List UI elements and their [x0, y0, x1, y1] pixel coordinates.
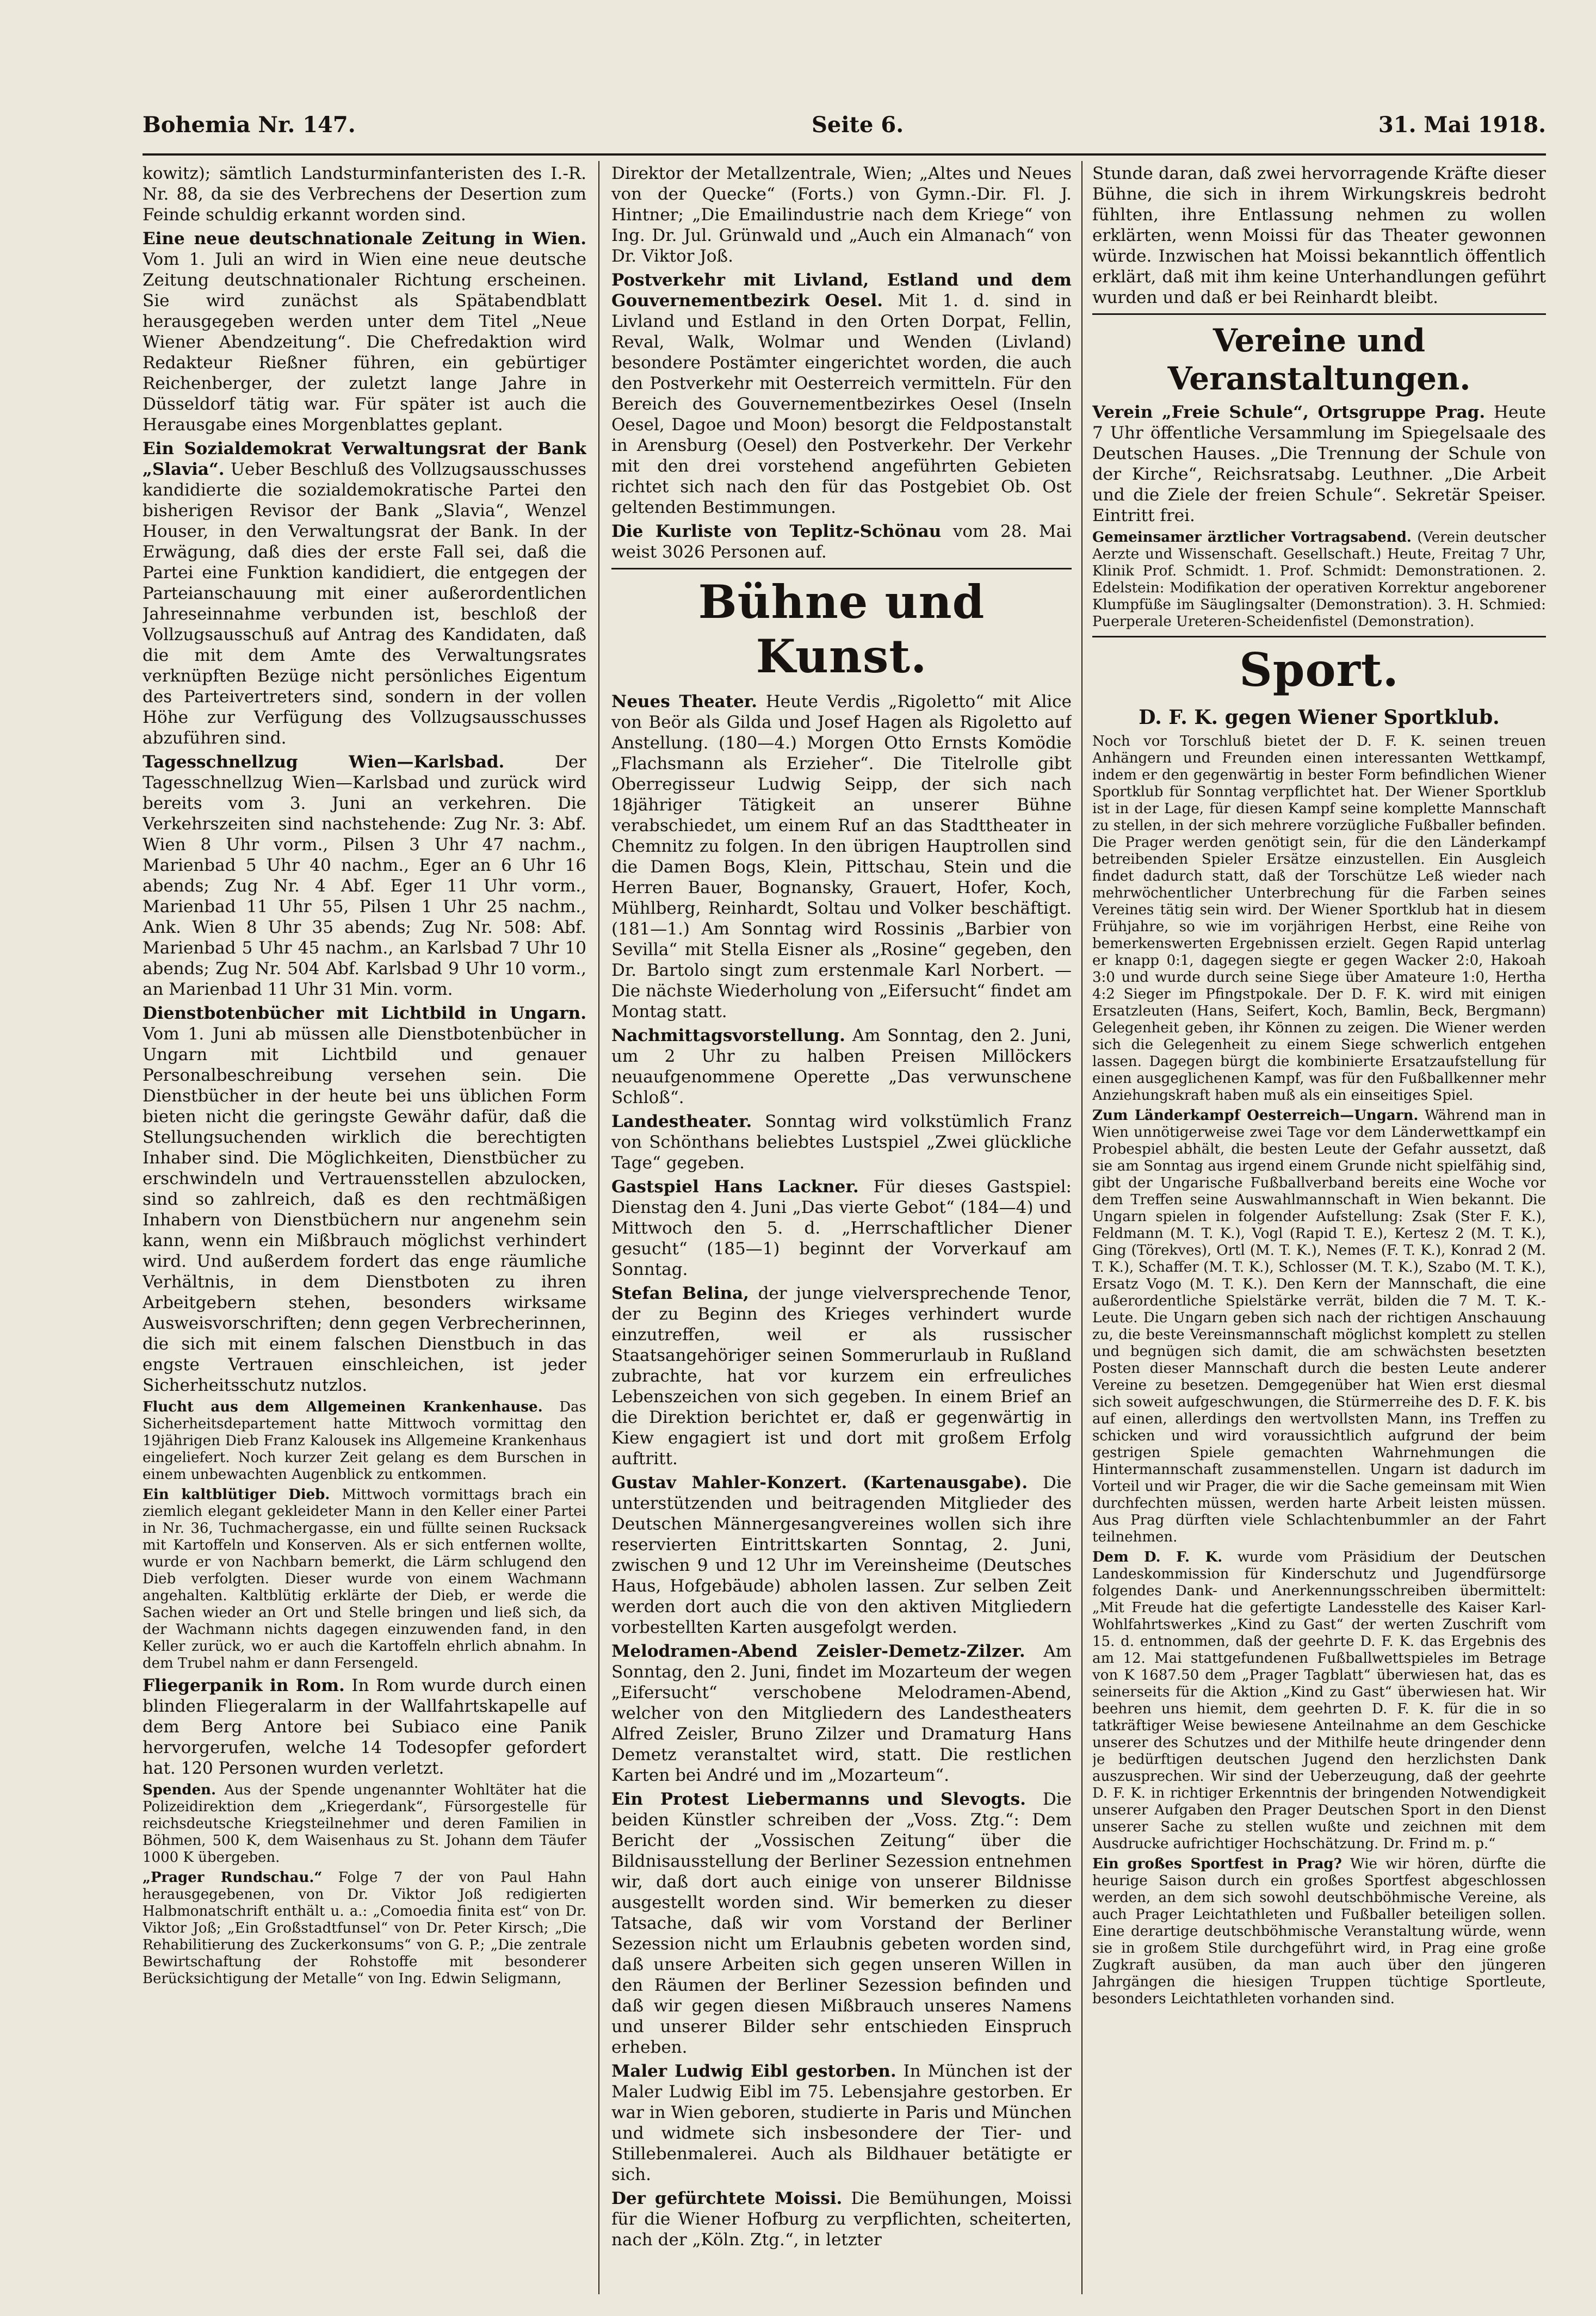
article-headline: Gastspiel Hans Lackner.: [611, 1177, 859, 1197]
article-body: In Rom wurde durch einen blinden Fliegeralarm in der Wallfahrtskapelle auf dem Berg Antore bei Subiaco eine Panik hervorgerufen, welche 14 Todesopfer gefordert hat. 120 Personen wurden verletzt.: [143, 1676, 586, 1778]
article-body: wurde vom Präsidium der Deutschen Landeskommission für Kinderschutz und Jugendfürsorge folgendes Dank- und Anerkennungsschreiben übermittelt: „Mit Freude hat die gefertigte Landesstelle des Kaiser Karl-Wohlfahrtswerkes „Kind zu Gast“ der werten Zuschrift vom 15. d. entnommen, daß der geehrte D. F. K. das Ergebnis des am 12. Mai stattgefundenen Fußballwettspieles im Betrage von K 1687.50 dem „Prager Tagblatt“ überwiesen hat, das es seinerseits für die Aktion „Kind zu Gast“ überwiesen hat. Wir beehren uns hiemit, dem geehrten D. F. K. für die in so tatkräftiger Weise bewiesene Anteilnahme an dem Geschicke unserer des Schutzes und der Mithilfe heute dringender denn je bedürftigen deutschen Jugend den herzlichsten Dank auszusprechen. Wir sind der Ueberzeugung, daß der geehrte D. F. K. in richtiger Erkenntnis der bringenden Notwendigkeit unserer Aufgaben den Prager Deutschen Sport in den Dienst unserer Sache zu stellen wußte und zeichnen mit dem Ausdrucke aufrichtiger Hochschätzung. Dr. Frind m. p.“: [1092, 1549, 1546, 1852]
section-rule: [1092, 636, 1546, 637]
article-body: Folge 7 der von Paul Hahn herausgegebenen, von Dr. Viktor Joß redigierten Halbmonatschrift enthält u. a.: „Comoedia finita est“ von Dr. Viktor Joß; „Ein Großstadtfunsel“ von Dr. Peter Kirsch; „Die Rehabilitierung des Zuckerkonsums“ von G. P.; „Die zentrale Bewirtschaftung der Rohstoffe mit besonderer Berücksichtigung der Metalle“ von Ing. Edwin Seligmann,: [143, 1869, 586, 1987]
article-headline: Ein Protest Liebermanns und Slevogts.: [611, 1789, 1026, 1809]
article-body: Mittwoch vormittags brach ein ziemlich elegant gekleideter Mann in den Keller einer Partei in Nr. 36, Tuchmachergasse, ein und füllte seinen Rucksack mit Kartoffeln und Konserven. Als er sich entfernen wollte, wurde er von Nachbarn bemerkt, die Lärm schlugend den Dieb verfolgten. Dieser wurde von einem Wachmann angehalten. Kaltblütig erklärte der Dieb, er werde die Sachen wieder an Ort und Stelle bringen und ließ sich, da der Wachmann nichts dagegen einzuwenden fand, in den Keller zurück, wo er auch die Kartoffeln ehrlich abnahm. In dem Trubel nahm er dann Fersengeld.: [143, 1487, 586, 1671]
article: [143, 1003, 586, 1396]
article-body: Sonntag wird volkstümlich Franz von Schönthans beliebtes Lustspiel „Zwei glückliche Tage“ gegeben.: [611, 1112, 1072, 1173]
column-3-sport-articles: [1092, 733, 1546, 2008]
article-body: Für dieses Gastspiel: Dienstag den 4. Juni „Das vierte Gebot“ (184—4) und Mittwoch den 5. d. „Herrschaftlicher Diener gesucht“ (185—1) beginnt der Vorverkauf am Sonntag.: [611, 1177, 1072, 1279]
article-headline: Postverkehr mit Livland, Estland und dem Gouvernementbezirk Oesel.: [611, 270, 1072, 311]
article-headline: Stefan Belina,: [611, 1284, 749, 1303]
column-divider: [1081, 161, 1082, 2294]
issue-date: 31. Mai 1918.: [1378, 112, 1546, 138]
article-headline: Fliegerpanik in Rom.: [143, 1676, 345, 1695]
article-body: Heute Verdis „Rigoletto“ mit Alice von Beör als Gilda und Josef Hagen als Rigoletto auf Anstellung. (180—4.) Morgen Otto Ernsts Komödie „Flachsmann als Erzieher“. Die Titelrolle gibt Oberregisseur Ludwig Seipp, der sich nach 18jähriger Tätigkeit an unserer Bühne verabschiedet, um einem Ruf an das Stadttheater in Chemnitz zu folgen. In den übrigen Hauptrollen sind die Damen Bogs, Klein, Pittschau, Stein und die Herren Bauer, Bognansky, Grauert, Hofer, Koch, Mühlberg, Reinhardt, Soltau und Volker beschäftigt. (181—1.) Am Sonntag wird Rossinis „Barbier von Sevilla“ mit Stella Eisner als „Rosine“ gegeben, den Dr. Bartolo singt zum erstenmale Karl Norbert. — Die nächste Wiederholung von „Eifersucht“ findet am Montag statt.: [611, 692, 1072, 1021]
column-1-articles: [143, 163, 586, 1987]
article-headline: Nachmittagsvorstellung.: [611, 1026, 845, 1045]
article-headline: Dienstbotenbücher mit Lichtbild in Ungarn.: [143, 1004, 586, 1023]
article: [1092, 402, 1546, 526]
article: [611, 691, 1072, 1022]
article: [611, 1025, 1072, 1108]
article: [611, 2061, 1072, 2185]
article-body: Direktor der Metallzentrale, Wien; „Altes und Neues von der Quecke“ (Forts.) von Gymn.-Dir. Fl. J. Hintner; „Die Emailindustrie nach dem Kriege“ von Ing. Dr. Jul. Grünwald und „Auch ein Almanach“ von Dr. Viktor Joß.: [611, 164, 1072, 266]
article-headline: Dem D. F. K.: [1092, 1549, 1223, 1565]
column-3-continuation: [1092, 163, 1546, 308]
article-headline: Tagesschnellzug Wien—Karlsbad.: [143, 752, 505, 772]
article-headline: Die Kurliste von Teplitz-Schönau: [611, 522, 942, 541]
article-body: Vom 1. Juli an wird in Wien eine neue deutsche Zeitung deutschnationaler Richtung erscheinen. Sie wird zunächst als Spätabendblatt herausgegeben werden unter dem Titel „Neue Wiener Abendzeitung“. Die Chefredaktion wird Redakteur Rießner führen, ein gebürtiger Reichenberger, der zuletzt lange Jahre in Düsseldorf tätig war. Für später ist auch die Herausgabe eines Morgenblattes geplant.: [143, 250, 586, 435]
article: [611, 270, 1072, 518]
article-body: der junge vielversprechende Tenor, der zu Beginn des Krieges verhindert wurde einzutreffen, weil er als russischer Staatsangehöriger seinen Sommerurlaub in Rußland zubrachte, hat vor kurzem ein erfreuliches Lebenszeichen von sich gegeben. In einem Brief an die Direktion berichtet er, daß er gegenwärtig in Kiew engagiert ist und dort mit großem Erfolg auftritt.: [611, 1284, 1072, 1469]
article-body: Das Sicherheitsdepartement hatte Mittwoch vormittag den 19jährigen Dieb Franz Kalousek ins Allgemeine Krankenhaus eingeliefert. Noch kurzer Zeit gelang es dem Burschen in einem unbewachten Augenblick zu entkommen.: [143, 1399, 586, 1483]
article: [1092, 733, 1546, 1104]
article: [1092, 163, 1546, 308]
article: [611, 1641, 1072, 1786]
column-1: [143, 163, 586, 2294]
article-headline: „Prager Rundschau.“: [143, 1869, 323, 1886]
article: [611, 1283, 1072, 1469]
article-body: Stunde daran, daß zwei hervorragende Kräfte dieser Bühne, die sich in ihrem Wirkungskreis bedroht fühlten, ihre Entlassung nehmen zu wollen erklärten, wenn Moissi für das Theater gewonnen würde. Inzwischen hat Moissi bekanntlich öffentlich erklärt, daß mit ihm keine Unterhandlungen geführt wurden und daß er bei Reinhardt bleibt.: [1092, 164, 1546, 307]
article-headline: Zum Länderkampf Oesterreich—Ungarn.: [1092, 1107, 1419, 1124]
article: [1092, 1856, 1546, 2008]
page-header: [143, 112, 1546, 150]
article-headline: Spenden.: [143, 1782, 216, 1798]
article: [611, 1176, 1072, 1280]
article: [611, 2188, 1072, 2250]
article-body: (Verein deutscher Aerzte und Wissenschaft. Gesellschaft.) Heute, Freitag 7 Uhr, Klinik Prof. Schmidt. 1. Prof. Schmidt: Demonstrationen. 2. Edelstein: Modifikation der operativen Korrektur angeborener Klumpfüße im Säuglingsalter (Demonstration). 3. H. Schmied: Puerperale Ureteren-Scheidenfistel (Demonstration).: [1092, 529, 1546, 630]
article-headline: Neues Theater.: [611, 692, 758, 711]
page-number: Seite 6.: [812, 112, 904, 138]
column-2-articles: [611, 691, 1072, 2250]
article: [1092, 529, 1546, 630]
section-banner-sport: Sport.: [1239, 643, 1399, 697]
article-body: Am Sonntag, den 2. Juni, findet im Mozarteum der wegen „Eifersucht“ verschobene Melodramen-Abend, welcher von den Mitgliedern des Landestheaters Alfred Zeisler, Bruno Zilzer und Dramaturg Hans Demetz veranstaltet wird, statt. Die restlichen Karten bei André und im „Mozarteum“.: [611, 1642, 1072, 1785]
article-body: Während man in Wien unnötigerweise zwei Tage vor dem Länderwettkampf ein Probespiel abhält, die besten Leute der Gefahr aussetzt, daß sie am Sonntag aus irgend einem Grunde nicht spielfähig sind, gibt der Ungarische Fußballverband bereits eine Woche vor dem Treffen seine Auswahlmannschaft in Wien bekannt. Die Ungarn spielen in folgender Aufstellung: Zsak (Ster F. K.), Feldmann (M. T. K.), Vogl (Rapid T. E.), Kertesz 2 (M. T. K.), Ging (Törekves), Ortl (M. T. K.), Nemes (F. T. K.), Konrad 2 (M. T. K.), Schaffer (M. T. K.), Schlosser (M. T. K.), Szabo (M. T. K.), Ersatz Vogo (M. T. K.). Den Kern der Mannschaft, die eine außerordentliche Spielstärke verrät, bilden die 7 M. T. K.-Leute. Die Ungarn geben sich nach der richtigen Anschauung zu, die beste Vereinsmannschaft möglichst komplett zu stellen und begnügen sich damit, die am schwächsten besetzten Posten dieser Mannschaft durch die besten Leute anderer Vereine zu besetzen. Demgegenüber hat Wien erst diesmal sich soweit aufgeschwungen, die Stürmerreihe des D. F. K. bis auf einen, allerdings den wertvollsten Mann, ins Treffen zu schicken und wird voraussichtlich aufgrund der beim gestrigen Spiele gemachten Wahrnehmungen die Hintermannschaft zusammenstellen. Ungarn ist dadurch im Vorteil und wir Prager, die wir die Sache gemeinsam mit Wien durchfechten müssen, werden harte Arbeit leisten müssen. Aus Prag dürften viele Schlachtenbummler an der Fahrt teilnehmen.: [1092, 1107, 1546, 1545]
article-body: Noch vor Torschluß bietet der D. F. K. seinen treuen Anhängern und Freunden einen interessanten Wettkampf, indem er den gegenwärtig in bester Form befindlichen Wiener Sportklub für Sonntag verpflichtet hat. Der Wiener Sportklub ist in der Lage, für diesen Kampf seine komplette Mannschaft zu stellen, in der sich mehrere vorzügliche Fußballer befinden. Die Prager werden genötigt sein, für die den Länderkampf betreibenden Spieler Ersätze einzustellen. Ein Ausgleich findet dadurch statt, daß der Torschütze Leß wieder nach mehrwöchentlicher Unterbrechung für die Farben seines Vereines tätig sein wird. Der Wiener Sportklub hat in diesem Frühjahre, so wie im vorjährigen Herbst, eine Reihe von bemerkenswerten Ergebnissen erzielt. Gegen Rapid unterlag er knapp 0:1, dagegen siegte er gegen Wacker 2:0, Hakoah 3:0 und wurde durch seine Siege über Amateure 1:0, Hertha 4:2 Sieger im Pfingstpokale. Der D. F. K. wird mit einigen Ersatzleuten (Hans, Seifert, Koch, Bamlin, Beck, Bergmann) Gelegenheit geben, ihr Können zu zeigen. Die Wiener werden sich die Gelegenheit zu einem Siege schwerlich entgehen lassen. Dagegen bürgt die kombinierte Ersatzaufstellung für einen ausgeglichenen Kampf, was für den Fußballkenner mehr Anziehungskraft haben muß als ein einseitiges Spiel.: [1092, 733, 1546, 1104]
article: [1092, 1549, 1546, 1853]
article-body: Der Tagesschnellzug Wien—Karlsbad und zurück wird bereits vom 3. Juni an verkehren. Die Verkehrszeiten sind nachstehende: Zug Nr. 3: Abf. Wien 8 Uhr vorm., Pilsen 3 Uhr 47 nachm., Marienbad 5 Uhr 40 nachm., Eger an 6 Uhr 16 abends; Zug Nr. 4 Abf. Eger 11 Uhr vorm., Marienbad 11 Uhr 55, Pilsen 1 Uhr 25 nachm., Ank. Wien 8 Uhr 35 abends; Zug Nr. 508: Abf. Marienbad 5 Uhr 45 nachm., an Karlsbad 7 Uhr 10 abends; Zug Nr. 504 Abf. Karlsbad 9 Uhr 10 vorm., an Marienbad 11 Uhr 31 Min. vorm.: [143, 752, 586, 999]
article: [611, 521, 1072, 562]
article: [611, 1111, 1072, 1173]
column-3-vereine-articles: [1092, 402, 1546, 630]
section-banner-vereine: Vereine und Veranstaltungen.: [1167, 322, 1471, 397]
column-2-notices: [611, 163, 1072, 562]
article-body: Die Bemühungen, Moissi für die Wiener Hofburg zu verpflichten, scheiterten, nach der „Köln. Ztg.“, in letzter: [611, 2189, 1072, 2250]
article-body: Mit 1. d. sind in Livland und Estland in den Orten Dorpat, Fellin, Reval, Walk, Wolmar und Wenden (Livland) besondere Postämter eingerichtet worden, die auch den Postverkehr mit Oesterreich vermitteln. Für den Bereich des Gouvernementbezirkes Oesel (Inseln Oesel, Dagoe und Moon) besorgt die Feldpostanstalt in Arensburg (Oesel) den Postverkehr. Der Verkehr mit den drei vorstehend angeführten Gebieten richtet sich nach den für das Postgebiet Ob. Ost geltenden Bestimmungen.: [611, 291, 1072, 517]
article-body: Vom 1. Juni ab müssen alle Dienstbotenbücher in Ungarn mit Lichtbild und genauer Personalbeschreibung versehen sein. Die Dienstbücher in der heute bei uns üblichen Form bieten nicht die geringste Gewähr dafür, daß die Stellungsuchenden wirklich die berechtigten Inhaber sind. Die Möglichkeiten, Dienstbücher zu erschwindeln und Vertrauensstellen abzulocken, sind so zahlreich, daß es den rechtmäßigen Inhabern von Dienstbüchern nur angenehm sein kann, wenn ein Mißbrauch möglichst verhindert wird. Und außerdem fordert das enge räumliche Verhältnis, in dem Dienstboten zu ihren Arbeitgebern stehen, besonders wirksame Ausweisvorschriften; denn gegen Verbrecherinnen, die sich mit einem falschen Dienstbuch in das engste Vertrauen einschleichen, ist jeder Sicherheitsschutz nutzlos.: [143, 1024, 586, 1395]
article: [1092, 1107, 1546, 1546]
article-body: kowitz); sämtlich Landsturminfanteristen des I.-R. Nr. 88, da sie des Verbrechens der Desertion zum Feinde schuldig erkannt worden sind.: [143, 164, 586, 225]
article-body: Ueber Beschluß des Vollzugsausschusses kandidierte die sozialdemokratische Partei den bisherigen Revisor der Bank „Slavia“, Wenzel Houser, in den Verwaltungsrat der Bank. In der Erwägung, daß dies der erste Fall sei, daß die Partei eine Funktion kandidiert, die entgegen der Parteianschauung mit einer außerordentlichen Jahreseinnahme verbunden ist, beschloß der Vollzugsausschuß auf Antrag des Kandidaten, daß die mit dem Amte des Verwaltungsrates verknüpften Bezüge nicht persönliches Eigentum des Parteivertreters sind, sondern in der vollen Höhe zur Verfügung des Vollzugsausschusses abzuführen sind.: [143, 460, 586, 748]
article-headline: Flucht aus dem Allgemeinen Krankenhause.: [143, 1399, 543, 1415]
section-banner-buehne-und-kunst: Bühne und Kunst.: [698, 575, 985, 683]
article: [143, 228, 586, 435]
column-3: [1092, 163, 1546, 2294]
article-body: Aus der Spende ungenannter Wohltäter hat die Polizeidirektion dem „Kriegerdank“, Fürsorgestelle für reichsdeutsche Kriegsteilnehmer und deren Familien in Böhmen, 500 K, dem Waisenhaus zu St. Johann dem Täufer 1000 K übergeben.: [143, 1782, 586, 1866]
article-body: Die beiden Künstler schreiben der „Voss. Ztg.“: Dem Bericht der „Vossischen Zeitung“ über die Bildnisausstellung der Berliner Sezession entnehmen wir, daß dort auch einige von unserer Bildnisse ausgestellt worden sind. Wir bemerken zu dieser Tatsache, daß wir vom Vorstand der Berliner Sezession nicht um Erlaubnis gebeten worden sind, daß unsere Arbeiten sich gegen unseren Willen in den Räumen der Berliner Sezession befinden und daß wir gegen diesen Mißbrauch unseres Namens und unserer Bilder sehr entschieden Einspruch erheben.: [611, 1789, 1072, 2057]
article-body: Die unterstützenden und beitragenden Mitglieder des Deutschen Männergesangvereines wollen sich ihre reservierten Eintrittskarten Sonntag, 2. Juni, zwischen 9 und 12 Uhr im Vereinsheime (Deutsches Haus, Hofgebäude) abholen lassen. Zur selben Zeit werden dort auch die von den aktiven Mitgliedern vorbestellten Karten ausgefolgt werden.: [611, 1473, 1072, 1637]
article-headline: Gemeinsamer ärztlicher Vortragsabend.: [1092, 529, 1412, 546]
article: [143, 1487, 586, 1672]
article: [143, 752, 586, 1000]
article-body: Wie wir hören, dürfte die heurige Saison durch ein großes Sportfest abgeschlossen werden, an dem sich sowohl deutschböhmische Vereine, als auch Prager Leichtathleten und Fußballer beteiligen sollen. Eine derartige deutschböhmische Veranstaltung würde, wenn sie in großem Stile durchgeführt wird, in Prag eine große Zugkraft ausüben, da man auch über den jüngeren Jahrgängen die hiesigen Truppen tüchtige Sportleute, besonders Leichtathleten vorhanden sind.: [1092, 1856, 1546, 2007]
article-body: Heute 7 Uhr öffentliche Versammlung im Spiegelsaale des Deutschen Hauses. „Die Trennung der Schule von der Kirche“, Reichsratsabg. Leuthner. „Die Arbeit und die Ziele der freien Schule“. Sekretär Speiser. Eintritt frei.: [1092, 402, 1546, 525]
article-headline: Landestheater.: [611, 1112, 752, 1131]
section-rule: [1092, 313, 1546, 315]
article: [143, 1399, 586, 1483]
article: [611, 1789, 1072, 2058]
article: [143, 1675, 586, 1779]
article-headline: Ein großes Sportfest in Prag?: [1092, 1856, 1342, 1872]
section-rule: [611, 568, 1072, 569]
article-body: vom 28. Mai weist 3026 Personen auf.: [611, 522, 1072, 562]
article: [143, 1869, 586, 1987]
column-2: [611, 163, 1072, 2294]
article-headline: Gustav Mahler-Konzert. (Kartenausgabe).: [611, 1473, 1028, 1493]
article-body: Am Sonntag, den 2. Juni, um 2 Uhr zu halben Preisen Millöckers neuaufgenommene Operette „Das verwunschene Schloß“.: [611, 1026, 1072, 1107]
article: [143, 1782, 586, 1866]
issue-number: Bohemia Nr. 147.: [143, 112, 356, 138]
article-headline: Maler Ludwig Eibl gestorben.: [611, 2061, 896, 2081]
article-headline: Verein „Freie Schule“, Ortsgruppe Prag.: [1092, 402, 1486, 422]
article-body: In München ist der Maler Ludwig Eibl im 75. Lebensjahre gestorben. Er war in Wien geboren, studierte in Paris und München und widmete sich insbesondere der Tier- und Stillebenmalerei. Auch als Bildhauer betätigte er sich.: [611, 2061, 1072, 2184]
header-rule: [143, 153, 1546, 156]
sport-subheadline: D. F. K. gegen Wiener Sportklub.: [1139, 706, 1500, 729]
column-divider: [598, 161, 599, 2294]
article-headline: Eine neue deutschnationale Zeitung in Wien.: [143, 229, 586, 249]
article: [611, 1472, 1072, 1638]
article-headline: Melodramen-Abend Zeisler-Demetz-Zilzer.: [611, 1642, 1025, 1661]
article-headline: Ein kaltblütiger Dieb.: [143, 1487, 330, 1503]
article: [143, 163, 586, 225]
article: [143, 438, 586, 748]
article: [611, 163, 1072, 267]
article-headline: Ein Sozialdemokrat Verwaltungsrat der Bank „Slavia“.: [143, 439, 586, 479]
article-headline: Der gefürchtete Moissi.: [611, 2189, 843, 2208]
